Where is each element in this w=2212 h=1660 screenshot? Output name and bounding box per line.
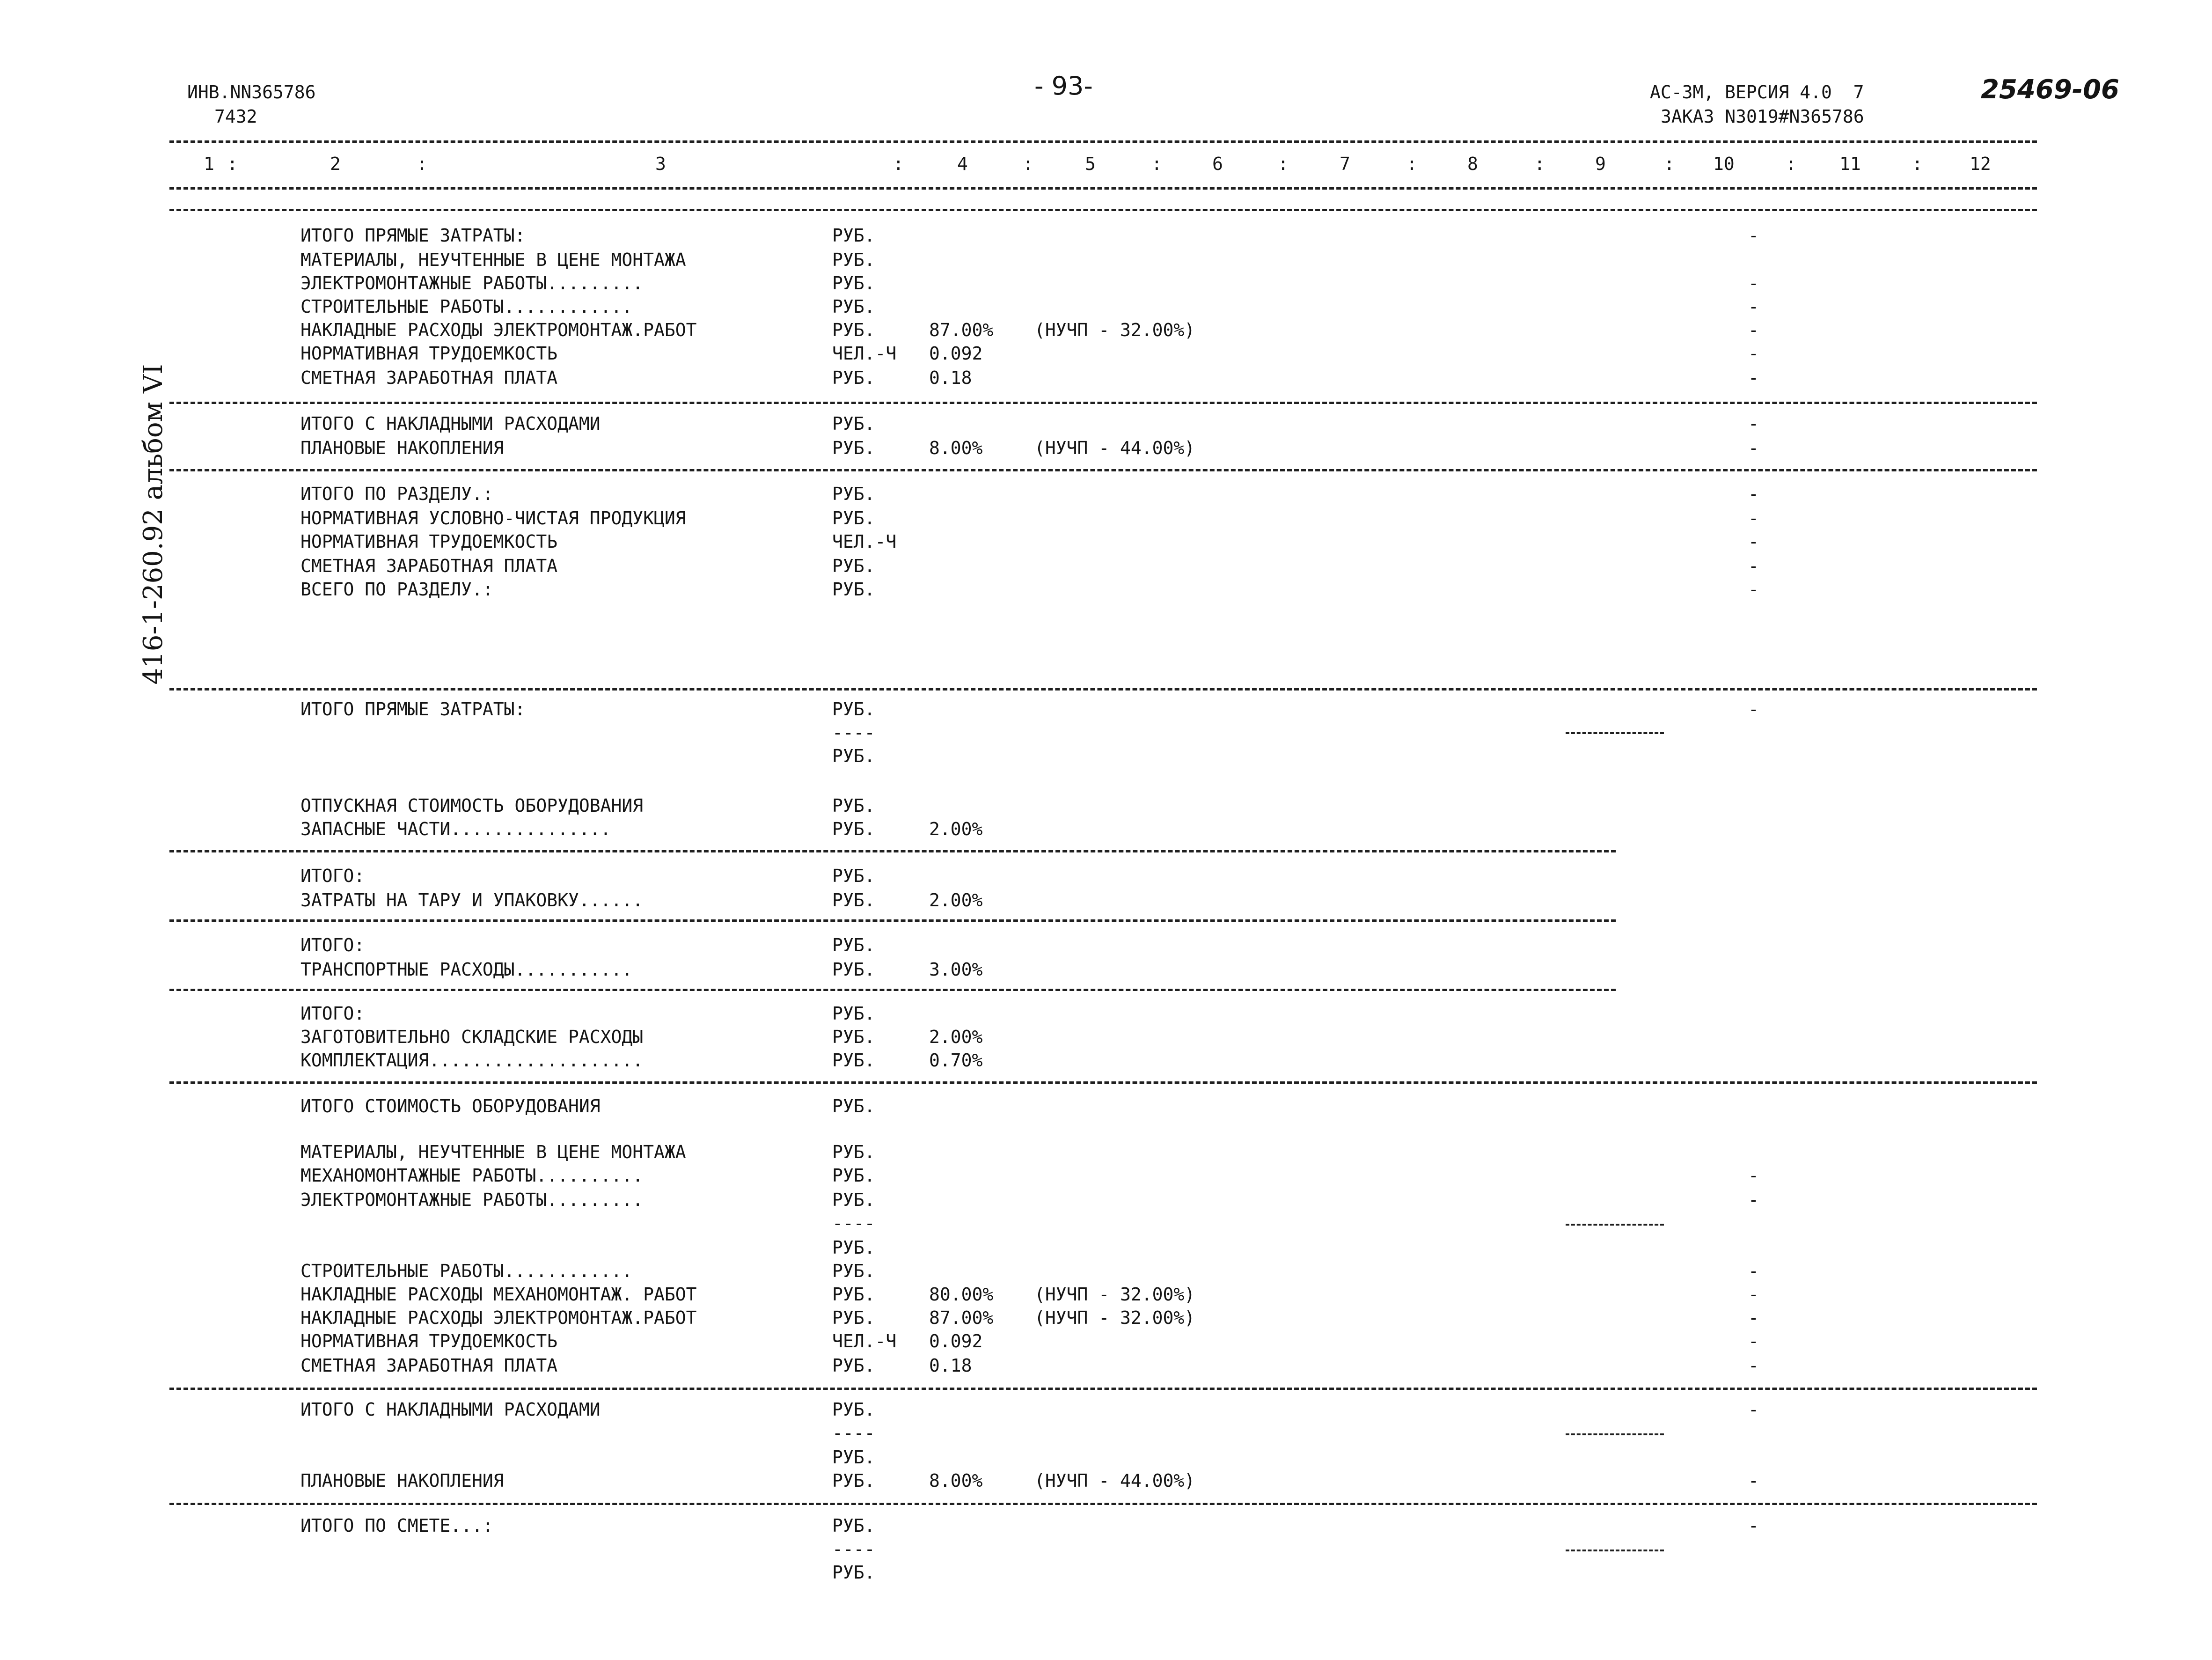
unit-cell: ---- bbox=[832, 722, 875, 743]
unit-cell: РУБ. bbox=[832, 1027, 875, 1047]
header-bottom-rule bbox=[169, 187, 2037, 190]
line-label: СМЕТНАЯ ЗАРАБОТНАЯ ПЛАТА bbox=[300, 1355, 558, 1376]
unit-cell: ---- bbox=[832, 1539, 875, 1559]
line-label: ПЛАНОВЫЕ НАКОПЛЕНИЯ bbox=[300, 438, 504, 458]
unit-cell: РУБ. bbox=[832, 413, 875, 434]
col-10-cell: - bbox=[1748, 367, 1759, 388]
unit-cell: РУБ. bbox=[832, 1307, 875, 1328]
line-label: ОТПУСКНАЯ СТОИМОСТЬ ОБОРУДОВАНИЯ bbox=[300, 795, 644, 816]
line-label: ЗАГОТОВИТЕЛЬНО СКЛАДСКИЕ РАСХОДЫ bbox=[300, 1027, 644, 1047]
col-10-cell: - bbox=[1748, 1165, 1759, 1186]
line-label: СТРОИТЕЛЬНЫЕ РАБОТЫ............ bbox=[300, 1261, 633, 1281]
order-number: ЗАКАЗ N3019#N365786 bbox=[1661, 106, 1864, 127]
col-10-cell: - bbox=[1748, 1399, 1759, 1420]
unit-cell: РУБ. bbox=[832, 819, 875, 839]
unit-cell: РУБ. bbox=[832, 250, 875, 270]
column-header: 12 bbox=[1970, 154, 1991, 174]
inventory-sub-number: 7432 bbox=[214, 106, 257, 127]
unit-cell: РУБ. bbox=[832, 1447, 875, 1468]
unit-cell: РУБ. bbox=[832, 1050, 875, 1071]
handwritten-code: 25469-06 bbox=[1981, 74, 2119, 105]
line-label: ИТОГО ПРЯМЫЕ ЗАТРАТЫ: bbox=[300, 225, 526, 246]
col-10-cell: - bbox=[1748, 1355, 1759, 1376]
col-10-cell: - bbox=[1748, 1470, 1759, 1491]
line-label: ТРАНСПОРТНЫЕ РАСХОДЫ........... bbox=[300, 959, 633, 980]
subtotal-rule bbox=[1566, 1550, 1664, 1551]
line-label: ВСЕГО ПО РАЗДЕЛУ.: bbox=[300, 579, 493, 600]
page-number: - 93- bbox=[1034, 71, 1093, 101]
unit-cell: РУБ. bbox=[832, 225, 875, 246]
line-label: ЗАТРАТЫ НА ТАРУ И УПАКОВКУ...... bbox=[300, 890, 644, 911]
header-top-rule bbox=[169, 140, 2037, 143]
unit-cell: РУБ. bbox=[832, 579, 875, 600]
section-rule bbox=[169, 850, 1616, 852]
subtotal-rule bbox=[1566, 1433, 1664, 1435]
col-10-cell: - bbox=[1748, 699, 1759, 720]
col-5-cell: (НУЧП - 32.00%) bbox=[1034, 1284, 1195, 1305]
unit-cell: ---- bbox=[832, 1213, 875, 1234]
line-label: ИТОГО: bbox=[300, 1003, 365, 1024]
subtotal-rule bbox=[1566, 732, 1664, 734]
unit-cell: РУБ. bbox=[832, 1261, 875, 1281]
unit-cell: ---- bbox=[832, 1423, 875, 1443]
column-header: 3 bbox=[655, 154, 666, 174]
column-header: 1 bbox=[204, 154, 214, 174]
unit-cell: РУБ. bbox=[832, 699, 875, 720]
line-label: НАКЛАДНЫЕ РАСХОДЫ МЕХАНОМОНТАЖ. РАБОТ bbox=[300, 1284, 697, 1305]
album-caption: 416-1-260.92 альбом VI bbox=[138, 364, 168, 685]
column-header: 2 bbox=[330, 154, 341, 174]
col-5-cell: (НУЧП - 44.00%) bbox=[1034, 438, 1195, 458]
unit-cell: РУБ. bbox=[832, 273, 875, 294]
unit-cell: РУБ. bbox=[832, 556, 875, 576]
unit-cell: РУБ. bbox=[832, 746, 875, 766]
unit-cell: РУБ. bbox=[832, 935, 875, 955]
col-10-cell: - bbox=[1748, 531, 1759, 552]
line-label: СТРОИТЕЛЬНЫЕ РАБОТЫ............ bbox=[300, 296, 633, 317]
unit-cell: РУБ. bbox=[832, 1515, 875, 1536]
line-label: МЕХАНОМОНТАЖНЫЕ РАБОТЫ.......... bbox=[300, 1165, 644, 1186]
col-4-cell: 2.00% bbox=[929, 1027, 983, 1047]
column-header: 10 bbox=[1713, 154, 1735, 174]
unit-cell: РУБ. bbox=[832, 1470, 875, 1491]
col-4-cell: 0.092 bbox=[929, 343, 983, 364]
line-label: ЭЛЕКТРОМОНТАЖНЫЕ РАБОТЫ......... bbox=[300, 273, 644, 294]
column-header: 4 bbox=[957, 154, 968, 174]
line-label: НОРМАТИВНАЯ ТРУДОЕМКОСТЬ bbox=[300, 343, 558, 364]
line-label: НОРМАТИВНАЯ ТРУДОЕМКОСТЬ bbox=[300, 531, 558, 552]
section-rule bbox=[169, 688, 2037, 690]
column-header: 11 bbox=[1839, 154, 1861, 174]
unit-cell: РУБ. bbox=[832, 1190, 875, 1210]
section-rule bbox=[169, 1388, 2037, 1390]
line-label: НАКЛАДНЫЕ РАСХОДЫ ЭЛЕКТРОМОНТАЖ.РАБОТ bbox=[300, 1307, 697, 1328]
unit-cell: ЧЕЛ.-Ч bbox=[832, 531, 897, 552]
section-rule bbox=[169, 402, 2037, 404]
section-rule bbox=[169, 469, 2037, 471]
unit-cell: РУБ. bbox=[832, 1165, 875, 1186]
unit-cell: РУБ. bbox=[832, 866, 875, 886]
line-label: ИТОГО: bbox=[300, 935, 365, 955]
section-rule bbox=[169, 209, 2037, 211]
col-10-cell: - bbox=[1748, 1261, 1759, 1281]
line-label: СМЕТНАЯ ЗАРАБОТНАЯ ПЛАТА bbox=[300, 367, 558, 388]
col-4-cell: 87.00% bbox=[929, 1307, 994, 1328]
unit-cell: РУБ. bbox=[832, 959, 875, 980]
col-10-cell: - bbox=[1748, 225, 1759, 246]
col-10-cell: - bbox=[1748, 1190, 1759, 1210]
line-label: ИТОГО: bbox=[300, 866, 365, 886]
unit-cell: РУБ. bbox=[832, 484, 875, 504]
col-4-cell: 3.00% bbox=[929, 959, 983, 980]
line-label: МАТЕРИАЛЫ, НЕУЧТЕННЫЕ В ЦЕНЕ МОНТАЖА bbox=[300, 1142, 686, 1162]
unit-cell: РУБ. bbox=[832, 320, 875, 340]
col-4-cell: 0.70% bbox=[929, 1050, 983, 1071]
col-10-cell: - bbox=[1748, 556, 1759, 576]
column-header: 8 bbox=[1467, 154, 1478, 174]
line-label: НАКЛАДНЫЕ РАСХОДЫ ЭЛЕКТРОМОНТАЖ.РАБОТ bbox=[300, 320, 697, 340]
line-label: СМЕТНАЯ ЗАРАБОТНАЯ ПЛАТА bbox=[300, 556, 558, 576]
column-header: 6 bbox=[1212, 154, 1223, 174]
line-label: ИТОГО ПО СМЕТЕ...: bbox=[300, 1515, 493, 1536]
col-10-cell: - bbox=[1748, 1284, 1759, 1305]
col-4-cell: 2.00% bbox=[929, 890, 983, 911]
col-4-cell: 0.18 bbox=[929, 367, 972, 388]
column-header: 5 bbox=[1085, 154, 1096, 174]
unit-cell: РУБ. bbox=[832, 296, 875, 317]
unit-cell: РУБ. bbox=[832, 1284, 875, 1305]
unit-cell: РУБ. bbox=[832, 1237, 875, 1258]
column-header: 7 bbox=[1340, 154, 1350, 174]
line-label: ИТОГО С НАКЛАДНЫМИ РАСХОДАМИ bbox=[300, 1399, 601, 1420]
unit-cell: РУБ. bbox=[832, 438, 875, 458]
line-label: МАТЕРИАЛЫ, НЕУЧТЕННЫЕ В ЦЕНЕ МОНТАЖА bbox=[300, 250, 686, 270]
line-label: ИТОГО ПО РАЗДЕЛУ.: bbox=[300, 484, 493, 504]
unit-cell: РУБ. bbox=[832, 1142, 875, 1162]
col-4-cell: 80.00% bbox=[929, 1284, 994, 1305]
col-10-cell: - bbox=[1748, 320, 1759, 340]
subtotal-rule bbox=[1566, 1224, 1664, 1226]
unit-cell: РУБ. bbox=[832, 367, 875, 388]
col-4-cell: 8.00% bbox=[929, 1470, 983, 1491]
line-label: НОРМАТИВНАЯ ТРУДОЕМКОСТЬ bbox=[300, 1331, 558, 1352]
col-4-cell: 8.00% bbox=[929, 438, 983, 458]
col-5-cell: (НУЧП - 32.00%) bbox=[1034, 320, 1195, 340]
col-5-cell: (НУЧП - 32.00%) bbox=[1034, 1307, 1195, 1328]
col-10-cell: - bbox=[1748, 296, 1759, 317]
section-rule bbox=[169, 1503, 2037, 1505]
system-version: АС-3М, ВЕРСИЯ 4.0 7 bbox=[1650, 82, 1864, 103]
section-rule bbox=[169, 1081, 2037, 1084]
col-10-cell: - bbox=[1748, 1515, 1759, 1536]
unit-cell: ЧЕЛ.-Ч bbox=[832, 343, 897, 364]
unit-cell: РУБ. bbox=[832, 1355, 875, 1376]
col-10-cell: - bbox=[1748, 343, 1759, 364]
col-10-cell: - bbox=[1748, 579, 1759, 600]
col-10-cell: - bbox=[1748, 273, 1759, 294]
col-10-cell: - bbox=[1748, 484, 1759, 504]
line-label: ЗАПАСНЫЕ ЧАСТИ............... bbox=[300, 819, 611, 839]
line-label: ПЛАНОВЫЕ НАКОПЛЕНИЯ bbox=[300, 1470, 504, 1491]
col-10-cell: - bbox=[1748, 508, 1759, 529]
line-label: КОМПЛЕКТАЦИЯ.................... bbox=[300, 1050, 644, 1071]
unit-cell: РУБ. bbox=[832, 1096, 875, 1116]
unit-cell: РУБ. bbox=[832, 1562, 875, 1583]
unit-cell: РУБ. bbox=[832, 890, 875, 911]
line-label: НОРМАТИВНАЯ УСЛОВНО-ЧИСТАЯ ПРОДУКЦИЯ bbox=[300, 508, 686, 529]
line-label: ЭЛЕКТРОМОНТАЖНЫЕ РАБОТЫ......... bbox=[300, 1190, 644, 1210]
section-rule bbox=[169, 919, 1616, 922]
unit-cell: ЧЕЛ.-Ч bbox=[832, 1331, 897, 1352]
col-5-cell: (НУЧП - 44.00%) bbox=[1034, 1470, 1195, 1491]
line-label: ИТОГО СТОИМОСТЬ ОБОРУДОВАНИЯ bbox=[300, 1096, 601, 1116]
col-4-cell: 0.092 bbox=[929, 1331, 983, 1352]
estimate-page: ИНВ.NN365786 7432 - 93- АС-3М, ВЕРСИЯ 4.0 7 ЗАКАЗ N3019#N365786 25469-06 416-1-260.92 альбом VI 1 2 3 4 5 6 7 8 9 10 11 12 : : : : : : : : : : : ИТОГО ПРЯМЫЕ ЗАТРАТЫ: РУБ. - МАТЕРИАЛЫ, НЕУЧТЕННЫЕ В ЦЕНЕ МОНТАЖА РУБ. ЭЛЕКТРОМОНТАЖНЫЕ РАБОТЫ......... РУБ. - СТРОИТЕЛЬНЫЕ РАБОТЫ............ РУБ. - НАКЛАДНЫЕ РАСХОДЫ ЭЛЕКТРОМОНТАЖ.РАБОТ РУБ. 87.00% (НУЧП - 32.00%) - НОРМАТИВНАЯ ТРУДОЕМКОСТЬ ЧЕЛ.-Ч 0.092 - СМЕТНАЯ ЗАРАБОТНАЯ ПЛАТА РУБ. 0.18 - ИТОГО С НАКЛАДНЫМИ РАСХОДАМИ РУБ. - ПЛАНОВЫЕ НАКОПЛЕНИЯ РУБ. 8.00% (НУЧП - 44.00%) - ИТОГО ПО РАЗДЕЛУ.: РУБ. - НОРМАТИВНАЯ УСЛОВНО-ЧИСТАЯ ПРОДУКЦИЯ РУБ. - НОРМАТИВНАЯ ТРУДОЕМКОСТЬ ЧЕЛ.-Ч - СМЕТНАЯ ЗАРАБОТНАЯ ПЛАТА РУБ. - ВСЕГО ПО РАЗДЕЛУ.: РУБ. - ИТОГО ПРЯМЫЕ ЗАТРАТЫ: РУБ. - ---- РУБ. ОТПУСКНАЯ СТОИМОСТЬ ОБОРУДОВАНИЯ РУБ. ЗАПАСНЫЕ ЧАСТИ............... РУБ. 2.00% ИТОГО: РУБ. ЗАТРАТЫ НА ТАРУ И УПАКОВКУ...... РУБ. 2.00% ИТОГО: РУБ. ТРАНСПОРТНЫЕ РАСХОДЫ........... РУБ. 3.00% ИТОГО: РУБ. ЗАГОТОВИТЕЛЬНО СКЛАДСКИЕ РАСХОДЫ РУБ. 2.00% КОМПЛЕКТАЦИЯ.................... РУБ. 0.70% ИТОГО СТОИМОСТЬ ОБОРУДОВАНИЯ РУБ. МАТЕРИАЛЫ, НЕУЧТЕННЫЕ В ЦЕНЕ МОНТАЖА РУБ. МЕХАНОМОНТАЖНЫЕ РАБОТЫ.......... РУБ. - ЭЛЕКТРОМОНТАЖНЫЕ РАБОТЫ......... РУБ. - ---- РУБ. СТРОИТЕЛЬНЫЕ РАБОТЫ............ РУБ. - НАКЛАДНЫЕ РАСХОДЫ МЕХАНОМОНТАЖ. РАБОТ РУБ. 80.00% (НУЧП - 32.00%) - НАКЛАДНЫЕ РАСХОДЫ ЭЛЕКТРОМОНТАЖ.РАБОТ РУБ. 87.00% (НУЧП - 32.00%) - НОРМАТИВНАЯ ТРУДОЕМКОСТЬ ЧЕЛ.-Ч 0.092 - СМЕТНАЯ ЗАРАБОТНАЯ ПЛАТА РУБ. 0.18 - ИТОГО С НАКЛАДНЫМИ РАСХОДАМИ РУБ. - ---- РУБ. ПЛАНОВЫЕ НАКОПЛЕНИЯ РУБ. 8.00% (НУЧП - 44.00%) - ИТОГО ПО СМЕТЕ...: РУБ. - ---- РУБ. bbox=[0, 0, 2212, 1660]
section-rule bbox=[169, 989, 1616, 991]
unit-cell: РУБ. bbox=[832, 1399, 875, 1420]
col-10-cell: - bbox=[1748, 438, 1759, 458]
inventory-number: ИНВ.NN365786 bbox=[187, 82, 316, 103]
col-4-cell: 0.18 bbox=[929, 1355, 972, 1376]
line-label: ИТОГО ПРЯМЫЕ ЗАТРАТЫ: bbox=[300, 699, 526, 720]
col-10-cell: - bbox=[1748, 1307, 1759, 1328]
col-10-cell: - bbox=[1748, 1331, 1759, 1352]
unit-cell: РУБ. bbox=[832, 1003, 875, 1024]
column-header: 9 bbox=[1595, 154, 1606, 174]
line-label: ИТОГО С НАКЛАДНЫМИ РАСХОДАМИ bbox=[300, 413, 601, 434]
col-10-cell: - bbox=[1748, 413, 1759, 434]
col-4-cell: 87.00% bbox=[929, 320, 994, 340]
unit-cell: РУБ. bbox=[832, 508, 875, 529]
unit-cell: РУБ. bbox=[832, 795, 875, 816]
col-4-cell: 2.00% bbox=[929, 819, 983, 839]
